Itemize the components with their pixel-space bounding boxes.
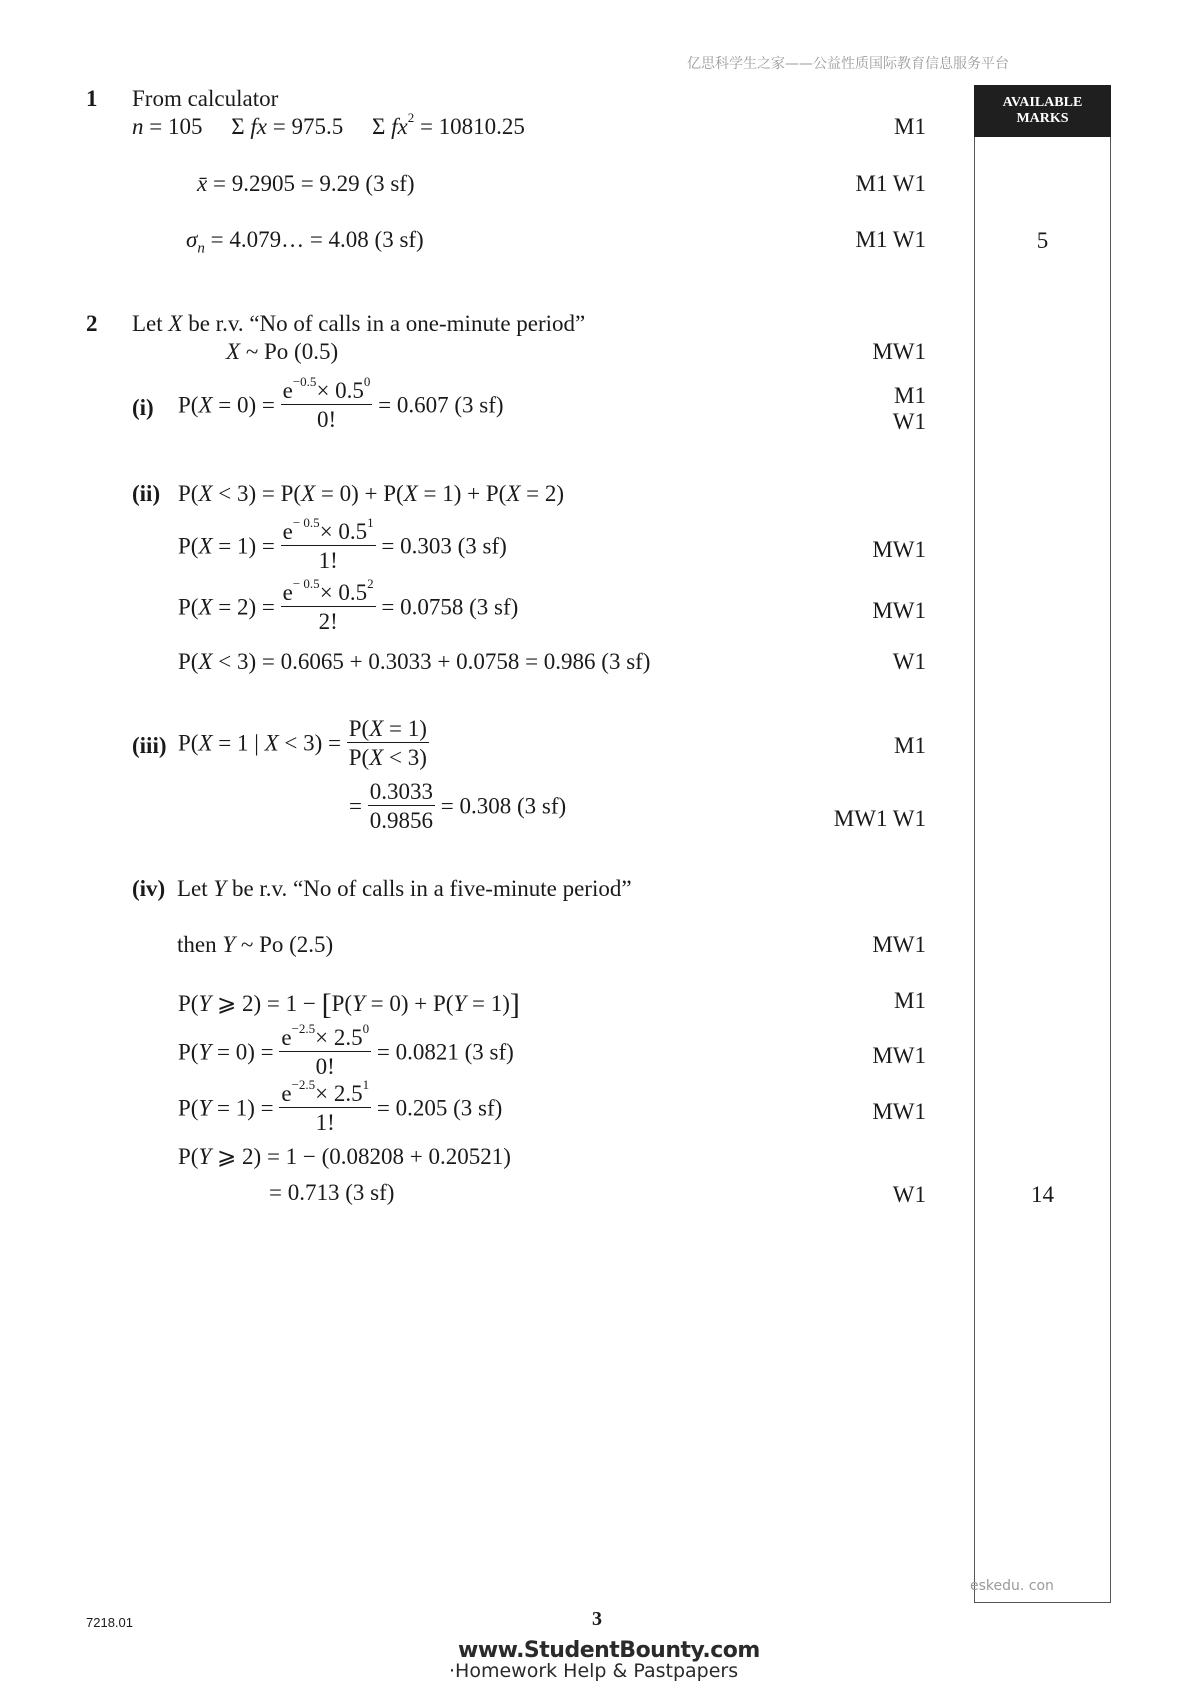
q2-part-i-mark-work: W1 [892,409,926,434]
q2-distribution: X ~ Po (0.5) [226,339,339,364]
q1-intro: From calculator [132,86,279,111]
q2-part-iv-distribution: then Y ~ Po (2.5) [177,932,334,957]
q1-mark-sd: M1 W1 [855,227,926,252]
q2-part-ii-p2-mark: MW1 [872,598,926,623]
q2-part-iv-final-b: = 0.713 (3 sf) [269,1180,395,1205]
q2-part-iv-final-mark: W1 [892,1182,926,1207]
q2-part-iii-mark-method: M1 [894,733,926,758]
q2-part-iv-intro: Let Y be r.v. “No of calls in a five-minute period” [177,876,632,901]
q2-part-iv-p0: P(Y = 0) = $\frac{e^{-2.5}\times 2.5^0}{0!}$ = 0.0821 (3 sf) [178,1021,514,1079]
studentbounty-tagline: ·Homework Help & Pastpapers [449,1660,739,1682]
q1-sd-line: $\sigma_n$ = 4.079… = 4.08 (3 sf) [186,227,424,257]
studentbounty-url-link[interactable]: www.StudentBounty.com [458,1638,760,1663]
q2-part-iv-p0-mark: MW1 [872,1043,926,1068]
q2-part-iii-conditional: P(X = 1 | X < 3) = $\frac{P(X = 1)}{P(X < 3)}$ [178,716,427,770]
q1-mark-mean: M1 W1 [855,171,926,196]
q2-part-iv-complement: P(Y ⩾ 2) = 1 − [P(Y = 0) + P(Y = 1)] [178,988,520,1021]
q2-part-iv-mark-dist: MW1 [872,932,926,957]
available-marks-title: AVAILABLE [1002,95,1083,110]
q2-part-i-mark-method: M1 [894,383,926,408]
paper-code: 7218.01 [86,1615,133,1630]
q2-total-marks: 14 [1031,1182,1054,1207]
q2-intro: Let X be r.v. “No of calls in a one-minute period” [132,311,586,336]
q2-part-ii-p1: P(X = 1) = $\frac{e^{- 0.5}\times 0.5^1}{1!}$ = 0.303 (3 sf) [178,515,507,573]
q2-part-iii-result: = $\frac{0.3033}{0.9856}$ = 0.308 (3 sf) [349,779,567,833]
q2-part-iv-p1-mark: MW1 [872,1099,926,1124]
q1-mean-line: x̄ = 9.2905 = 9.29 (3 sf) [197,171,415,196]
q2-part-iii-mark-work: MW1 W1 [833,806,926,831]
q2-part-iv-complement-mark: M1 [894,988,926,1013]
q2-part-i-expression: P(X = 0) = $\frac{e^{-0.5}\times 0.5^0}{0!}$ = 0.607 (3 sf) [178,374,504,432]
q2-part-ii-p1-mark: MW1 [872,537,926,562]
q2-part-i-label: (i) [132,395,154,420]
q1-mark-data: M1 [894,114,926,139]
q1-number: 1 [86,86,98,111]
q2-part-iv-label: (iv) [132,876,166,901]
q2-part-ii-sum-mark: W1 [892,649,926,674]
q2-part-iii-label: (iii) [132,733,167,758]
available-marks-header [974,85,1111,137]
q2-part-iv-final-a: P(Y ⩾ 2) = 1 − (0.08208 + 0.20521) [178,1144,511,1169]
q2-mark-dist: MW1 [872,339,926,364]
available-marks-column [974,85,1111,1603]
page-number: 3 [592,1608,602,1630]
header-watermark: 亿思科学生之家——公益性质国际教育信息服务平台 [687,56,1009,72]
q1-data-line: n = 105 Σ fx = 975.5 Σ $fx^2 = 10810.25$ [132,110,525,139]
q2-part-ii-sum-line: P(X < 3) = 0.6065 + 0.3033 + 0.0758 = 0.986 (3 sf) [178,649,651,674]
q2-part-ii-label: (ii) [132,481,161,506]
q2-part-ii-p2: P(X = 2) = $\frac{e^{- 0.5}\times 0.5^2}{2!}$ = 0.0758 (3 sf) [178,576,519,634]
q2-part-ii-sum-formula: P(X < 3) = P(X = 0) + P(X = 1) + P(X = 2) [178,481,565,506]
q2-part-iv-p1: P(Y = 1) = $\frac{e^{-2.5}\times 2.5^1}{1!}$ = 0.205 (3 sf) [178,1077,503,1135]
q1-total-marks: 5 [1036,228,1049,253]
corner-watermark: eskedu. con [970,1578,1054,1594]
q2-number: 2 [86,311,98,336]
marks-subtitle: MARKS [1016,111,1069,126]
